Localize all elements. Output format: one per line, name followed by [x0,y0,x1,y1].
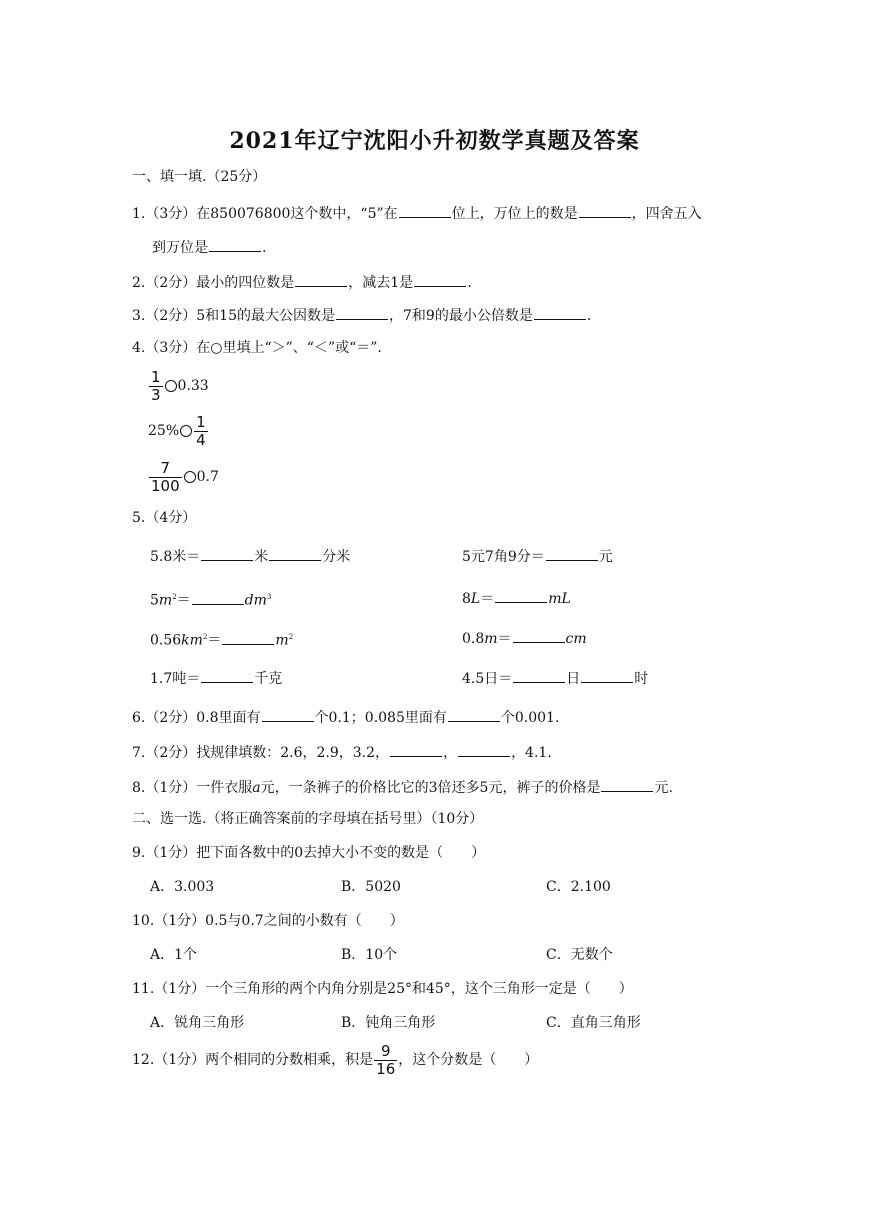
answer-blank[interactable] [192,589,244,605]
answer-blank[interactable] [201,545,253,561]
compare-circle[interactable] [180,425,192,437]
question-12: 12.（1分）两个相同的分数相乘，积是 $\frac{9}{16}$ ，这个分数是（ ） [132,1041,539,1078]
q9-option-c[interactable]: C．2.100 [546,879,611,895]
q11-option-b[interactable]: B．钝角三角形 [341,1015,436,1031]
page-title: 2021年辽宁沈阳小升初数学真题及答案 [229,128,640,154]
q5-item-7: 1.7吨＝ 千克 [150,667,282,689]
answer-blank[interactable] [336,304,388,320]
question-10: 10.（1分）0.5与0.7之间的小数有（ ） [132,913,404,929]
question-4: 4.（3分）在○里填上“＞”、“＜”或“＝”. [132,340,382,356]
answer-blank[interactable] [546,545,598,561]
q10-option-b[interactable]: B．10个 [341,947,398,963]
q5-item-8: 4.5日＝ 日 时 [462,667,648,689]
question-6: 6.（2分）0.8里面有 个0.1；0.085里面有 个0.001. [132,706,559,728]
answer-blank[interactable] [581,667,633,683]
answer-blank[interactable] [448,706,500,722]
q5-item-2: 5元7角9分＝ 元 [462,545,613,567]
answer-blank[interactable] [495,587,547,603]
compare-circle[interactable] [165,380,177,392]
question-5: 5.（4分） [132,510,197,526]
fraction: $\frac{7}{100}$ [151,458,180,495]
answer-blank[interactable] [601,776,653,792]
q10-option-a[interactable]: A．1个 [150,947,198,963]
q4-compare-2: 25% $\frac{1}{4}$ [148,412,206,449]
q5-item-5: $0.56km^2= m^2$ [150,627,293,651]
q11-option-a[interactable]: A．锐角三角形 [150,1015,245,1031]
answer-blank[interactable] [201,667,253,683]
section-heading-2: 二、选一选.（将正确答案前的字母填在括号里）（10分） [132,811,484,827]
q5-item-4: 8L＝ mL [462,587,571,609]
answer-blank[interactable] [458,741,510,757]
answer-blank[interactable] [222,629,274,645]
answer-blank[interactable] [269,545,321,561]
fraction: $\frac{9}{16}$ [376,1041,396,1078]
answer-blank[interactable] [579,202,631,218]
q5-item-6: 0.8m＝ cm [462,627,587,649]
fraction: $\frac{1}{3}$ [151,367,161,404]
question-11: 11.（1分）一个三角形的两个内角分别是25°和45°，这个三角形一定是（ ） [132,981,633,997]
answer-blank[interactable] [209,236,261,252]
question-9: 9.（1分）把下面各数中的0去掉大小不变的数是（ ） [132,845,486,861]
answer-blank[interactable] [534,304,586,320]
q4-compare-1: $\frac{1}{3}$ 0.33 [151,367,209,404]
question-1-cont: 到万位是 . [152,236,266,258]
answer-blank[interactable] [262,706,314,722]
question-3: 3.（2分）5和15的最大公因数是 ，7和9的最小公倍数是 . [132,304,591,326]
compare-circle[interactable] [184,471,196,483]
fraction: $\frac{1}{4}$ [196,412,206,449]
answer-blank[interactable] [390,741,442,757]
q11-option-c[interactable]: C．直角三角形 [546,1015,641,1031]
answer-blank[interactable] [513,627,565,643]
q4-compare-3: $\frac{7}{100}$ 0.7 [151,458,219,495]
question-2: 2.（2分）最小的四位数是 ，减去1是 . [132,271,472,293]
section-heading-1: 一、填一填.（25分） [132,169,267,185]
q5-item-1: 5.8米＝ 米 分米 [150,545,350,567]
question-8: 8.（1分）一件衣服a元，一条裤子的价格比它的3倍还多5元，裤子的价格是 元. [132,776,673,798]
answer-blank[interactable] [414,271,466,287]
answer-blank[interactable] [399,202,451,218]
answer-blank[interactable] [295,271,347,287]
answer-blank[interactable] [513,667,565,683]
q9-option-b[interactable]: B．5020 [341,879,401,895]
q5-item-3: $5m^2= dm^3$ [150,587,271,611]
q10-option-c[interactable]: C．无数个 [546,947,613,963]
question-1: 1.（3分）在850076800这个数中，“5”在 位上，万位上的数是 ，四舍五入 [132,202,702,224]
q9-option-a[interactable]: A．3.003 [150,879,215,895]
question-7: 7.（2分）找规律填数：2.6，2.9，3.2， ， ，4.1. [132,741,552,763]
